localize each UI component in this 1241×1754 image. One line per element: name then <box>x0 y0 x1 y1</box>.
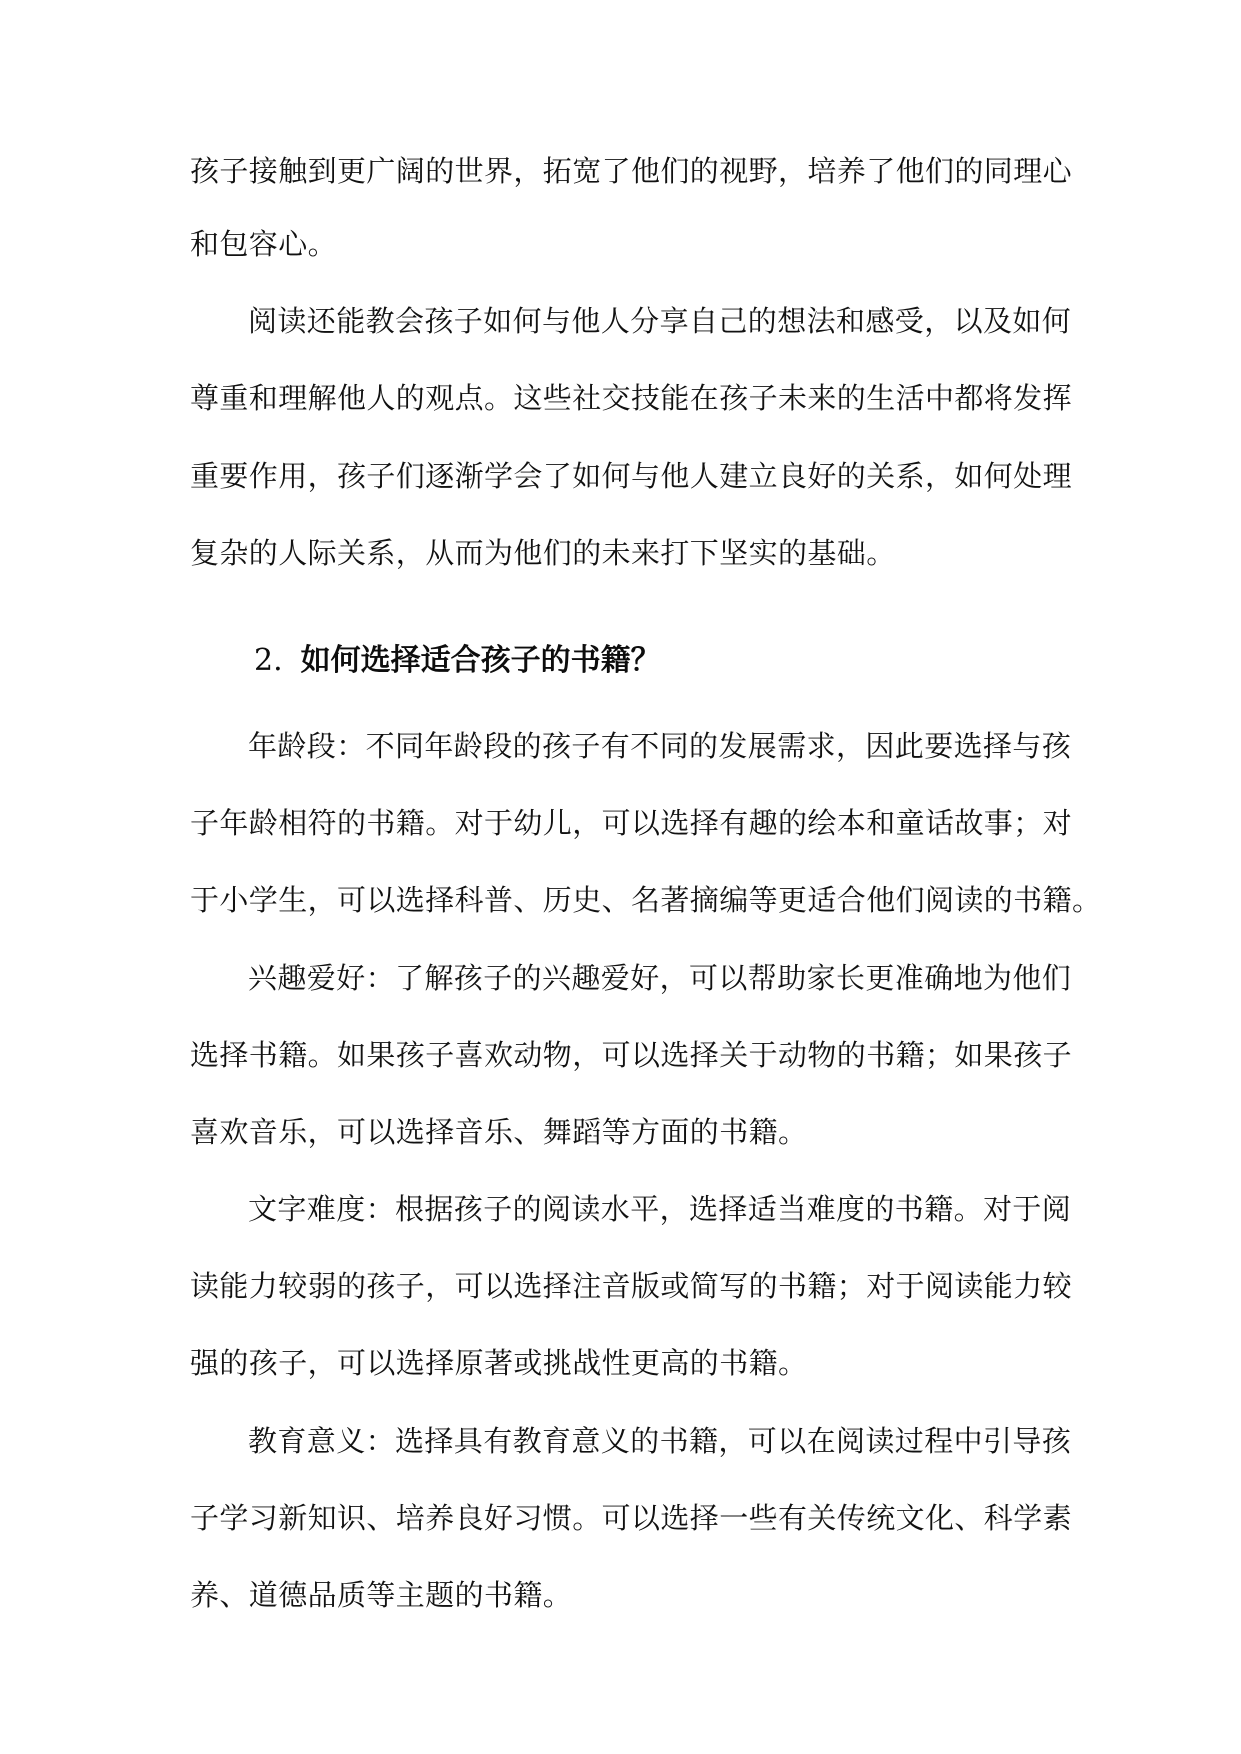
paragraph-line: 尊重和理解他人的观点。这些社交技能在孩子未来的生活中都将发挥 <box>190 381 1073 415</box>
paragraph-line: 子学习新知识、培养良好习惯。可以选择一些有关传统文化、科学素 <box>190 1501 1073 1535</box>
paragraph-line: 教育意义：选择具有教育意义的书籍，可以在阅读过程中引导孩 <box>248 1424 1072 1458</box>
paragraph-line: 重要作用，孩子们逐渐学会了如何与他人建立良好的关系，如何处理 <box>190 459 1073 493</box>
paragraph-line: 养、道德品质等主题的书籍。 <box>190 1578 573 1612</box>
paragraph-line: 喜欢音乐，可以选择音乐、舞蹈等方面的书籍。 <box>190 1115 808 1149</box>
section-title: 如何选择适合孩子的书籍？ <box>300 643 661 678</box>
paragraph-line: 选择书籍。如果孩子喜欢动物，可以选择关于动物的书籍；如果孩子 <box>190 1038 1073 1072</box>
paragraph-line: 强的孩子，可以选择原著或挑战性更高的书籍。 <box>190 1346 808 1380</box>
paragraph-line: 文字难度：根据孩子的阅读水平，选择适当难度的书籍。对于阅 <box>248 1192 1072 1226</box>
paragraph-line: 于小学生，可以选择科普、历史、名著摘编等更适合他们阅读的书籍。 <box>190 883 1102 917</box>
section-number: 2. <box>254 643 283 678</box>
section-heading <box>254 641 661 681</box>
paragraph-line: 年龄段：不同年龄段的孩子有不同的发展需求，因此要选择与孩 <box>248 729 1072 763</box>
paragraph-line: 和包容心。 <box>190 227 338 261</box>
paragraph-line: 子年龄相符的书籍。对于幼儿，可以选择有趣的绘本和童话故事；对 <box>190 806 1073 840</box>
paragraph-line: 兴趣爱好：了解孩子的兴趣爱好，可以帮助家长更准确地为他们 <box>248 961 1072 995</box>
paragraph-line: 读能力较弱的孩子，可以选择注音版或简写的书籍；对于阅读能力较 <box>190 1269 1073 1303</box>
paragraph-line: 孩子接触到更广阔的世界，拓宽了他们的视野，培养了他们的同理心 <box>190 154 1073 188</box>
paragraph-line: 阅读还能教会孩子如何与他人分享自己的想法和感受，以及如何 <box>248 304 1072 338</box>
paragraph-line: 复杂的人际关系，从而为他们的未来打下坚实的基础。 <box>190 536 896 570</box>
